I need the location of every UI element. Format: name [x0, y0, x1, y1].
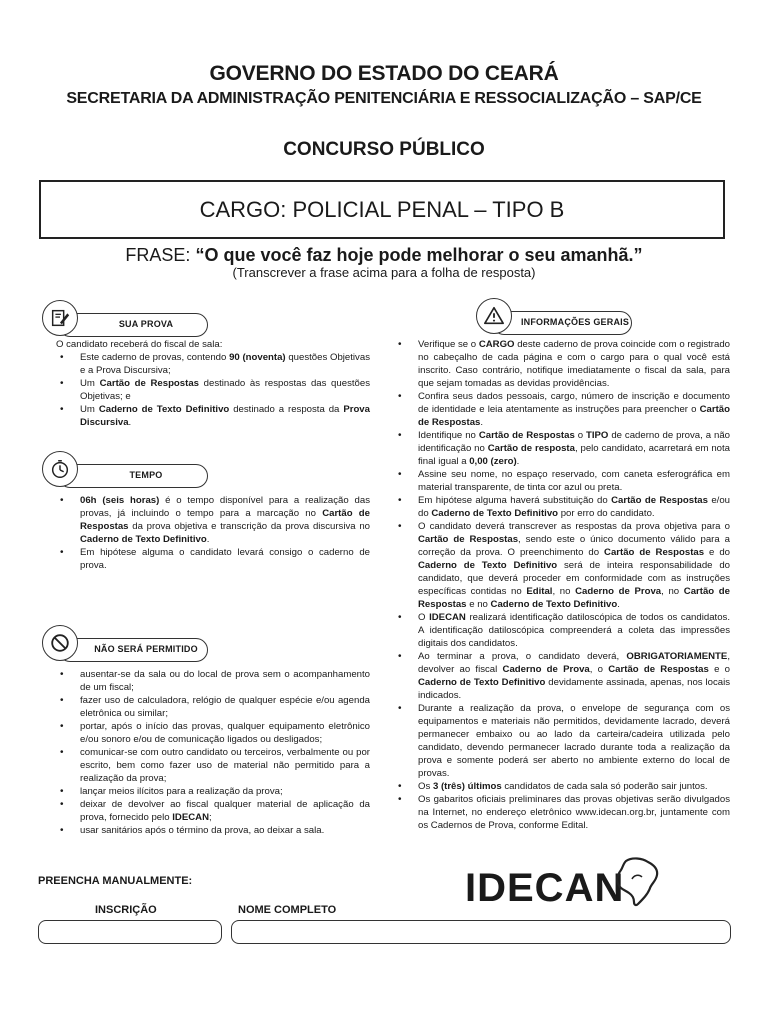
- list-item: • fazer uso de calculadora, relógio de qualquer espécie e/ou agenda eletrônica ou similar;: [56, 694, 370, 720]
- phrase-label: FRASE:: [125, 245, 191, 265]
- phrase-text: “O que você faz hoje pode melhorar o seu amanhã.”: [195, 245, 643, 265]
- warning-icon: [483, 305, 505, 327]
- informacoes-content: [394, 338, 730, 832]
- list-item: • Identifique no Cartão de Respostas o TIPO de caderno de prova, a não identificação no Cartão de resposta, pelo candidato, acarretará em nota final igual a 0,00 (zero).: [394, 429, 730, 468]
- nome-label: NOME COMPLETO: [238, 904, 337, 916]
- list-item: • lançar meios ilícitos para a realização da prova;: [56, 785, 370, 798]
- cargo-box: [39, 180, 725, 239]
- list-item: • deixar de devolver ao fiscal qualquer material de aplicação da prova, fornecido pelo IDECAN;: [56, 798, 370, 824]
- sua-prova-intro: O candidato receberá do fiscal de sala:: [56, 339, 223, 350]
- list-item: • Em hipótese alguma haverá substituição do Cartão de Respostas e/ou do Caderno de Texto Definitivo por erro do candidato.: [394, 494, 730, 520]
- government-title: GOVERNO DO ESTADO DO CEARÁ: [209, 62, 559, 85]
- sua-prova-header: [58, 313, 208, 337]
- cargo-title: CARGO: POLICIAL PENAL – TIPO B: [199, 196, 565, 222]
- list-item: • Um Cartão de Respostas destinado às respostas das questões Objetivas; e: [56, 377, 370, 403]
- list-item: • 06h (seis horas) é o tempo disponível para a realização das provas, já incluindo o tempo para a marcação no Cartão de Respostas da prova objetiva e transcrição da prova discursiva no Caderno de Texto Definitivo.: [56, 494, 370, 546]
- nome-field[interactable]: [231, 920, 731, 944]
- nao-permitido-content: [56, 668, 370, 837]
- tempo-content: [56, 494, 370, 572]
- sua-prova-content: [56, 338, 370, 429]
- inscricao-label: INSCRIÇÃO: [95, 904, 157, 916]
- list-item: • Confira seus dados pessoais, cargo, número de inscrição e documento de identidade e leia atentamente as instruções para preencher o Cartão de Respostas.: [394, 390, 730, 429]
- brazil-map-icon: [612, 855, 662, 910]
- nao-permitido-header: [58, 638, 208, 662]
- informacoes-badge: [476, 298, 512, 334]
- list-item: • Assine seu nome, no espaço reservado, com caneta esferográfica em material transparente, de tinta cor azul ou preta.: [394, 468, 730, 494]
- tempo-badge: [42, 451, 78, 487]
- pencil-paper-icon: [49, 307, 71, 329]
- exam-type-title: CONCURSO PÚBLICO: [283, 139, 485, 160]
- list-item: • portar, após o início das provas, qualquer equipamento eletrônico e/ou sonoro e/ou de comunicação ligados ou desligados;: [56, 720, 370, 746]
- list-item: • Durante a realização da prova, o envelope de segurança com os equipamentos e materiais não permitidos, devidamente lacrado, deverá permanecer embaixo ou ao lado da carteira/cadeira utilizada pelo candidato, devendo permanecer lacrado durante toda a realização da prova e somente poderá ser aberto no ambiente externo do local de provas.: [394, 702, 730, 780]
- tempo-title: TEMPO: [129, 470, 163, 480]
- list-item: • O IDECAN realizará identificação datiloscópica de todos os candidatos. A identificação datiloscópica compreenderá a coleta das impressões digitais dos candidatos.: [394, 611, 730, 650]
- list-item: • ausentar-se da sala ou do local de prova sem o acompanhamento de um fiscal;: [56, 668, 370, 694]
- list-item: • Ao terminar a prova, o candidato deverá, OBRIGATORIAMENTE, devolver ao fiscal Caderno de Prova, o Cartão de Respostas e o Caderno de Texto Definitivo devidamente assinada, apenas, nos locais indicados.: [394, 650, 730, 702]
- sua-prova-badge: [42, 300, 78, 336]
- manual-fill-label: PREENCHA MANUALMENTE:: [38, 875, 193, 887]
- stopwatch-icon: [49, 458, 71, 480]
- nao-permitido-title: NÃO SERÁ PERMITIDO: [94, 644, 198, 654]
- phrase-line: [0, 245, 768, 266]
- prohibited-icon: [49, 632, 71, 654]
- list-item: • comunicar-se com outro candidato ou terceiros, verbalmente ou por escrito, bem como fazer uso de material não permitido para a realização da prova;: [56, 746, 370, 785]
- sua-prova-title: SUA PROVA: [118, 319, 174, 329]
- informacoes-title: INFORMAÇÕES GERAIS: [520, 317, 630, 327]
- list-item: • O candidato deverá transcrever as respostas da prova objetiva para o Cartão de Respostas, sendo este o único documento válido para a correção da prova. O preenchimento do Cartão de Respostas e do Caderno de Texto Definitivo será de inteira responsabilidade do candidato, que deverá proceder em conformidade com as instruções específicas contidas no Edital, no Caderno de Prova, no Cartão de Respostas e no Caderno de Texto Definitivo.: [394, 520, 730, 611]
- list-item: • Em hipótese alguma o candidato levará consigo o caderno de prova.: [56, 546, 370, 572]
- list-item: • Verifique se o CARGO deste caderno de prova coincide com o registrado no cabeçalho de cada página e com o cargo para o qual você está inscrito. Caso contrário, notifique imediatamente o fiscal da sala, para que sejam tomadas as devidas providências.: [394, 338, 730, 390]
- secretariat-title: SECRETARIA DA ADMINISTRAÇÃO PENITENCIÁRIA E RESSOCIALIZAÇÃO – SAP/CE: [66, 90, 702, 107]
- list-item: • Os gabaritos oficiais preliminares das provas objetivas serão divulgados na Internet, no endereço eletrônico www.idecan.org.br, juntamente com os Cadernos de Prova, conforme Edital.: [394, 793, 730, 832]
- list-item: • usar sanitários após o término da prova, ao deixar a sala.: [56, 824, 370, 837]
- list-item: • Este caderno de provas, contendo 90 (noventa) questões Objetivas e a Prova Discursiva;: [56, 351, 370, 377]
- list-item: • Um Caderno de Texto Definitivo destinado a resposta da Prova Discursiva.: [56, 403, 370, 429]
- tempo-header: [58, 464, 208, 488]
- phrase-instruction: (Transcrever a frase acima para a folha de resposta): [232, 265, 536, 280]
- inscricao-field[interactable]: [38, 920, 222, 944]
- list-item: • Os 3 (três) últimos candidatos de cada sala só poderão sair juntos.: [394, 780, 730, 793]
- nao-permitido-badge: [42, 625, 78, 661]
- informacoes-header: [492, 311, 632, 335]
- idecan-logo-text: IDECAN: [465, 866, 625, 910]
